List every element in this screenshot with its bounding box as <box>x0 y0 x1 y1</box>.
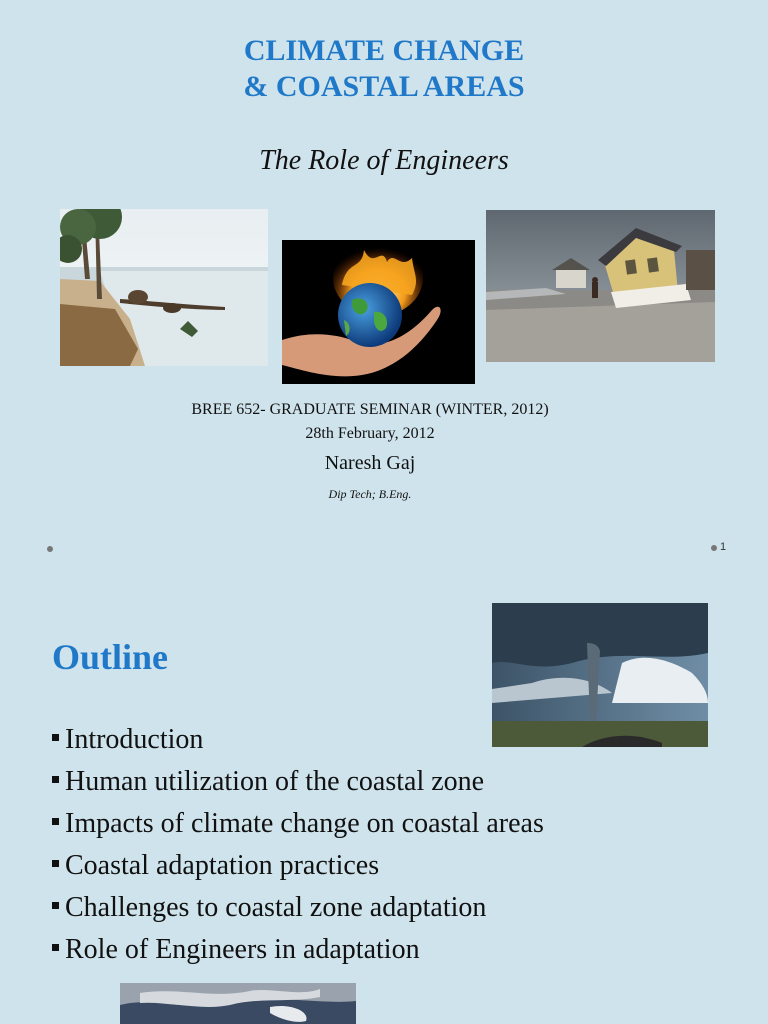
slide-title <box>0 33 768 105</box>
square-bullet-icon <box>52 860 59 867</box>
square-bullet-icon <box>52 734 59 741</box>
eroded-beach-photo <box>60 209 268 366</box>
list-item: Human utilization of the coastal zone <box>52 761 544 803</box>
list-item: Coastal adaptation practices <box>52 845 544 887</box>
outline-list <box>52 719 544 971</box>
page-number: 1 <box>720 541 727 553</box>
list-item: Challenges to coastal zone adaptation <box>52 887 544 929</box>
storm-damaged-house-photo <box>486 210 715 362</box>
square-bullet-icon <box>52 776 59 783</box>
slide-subtitle: The Role of Engineers <box>259 145 509 176</box>
satellite-storm-photo <box>120 983 356 1024</box>
square-bullet-icon <box>52 902 59 909</box>
list-item: Introduction <box>52 719 544 761</box>
square-bullet-icon <box>52 818 59 825</box>
author-name: Naresh Gaj <box>324 452 416 474</box>
burning-globe-in-hand-photo <box>282 240 475 384</box>
date-line: 28th February, 2012 <box>305 425 435 442</box>
left-bullet-dot <box>47 546 53 552</box>
list-item: Role of Engineers in adaptation <box>52 929 544 971</box>
author-credentials: Dip Tech; B.Eng. <box>328 487 412 501</box>
outline-title: Outline <box>52 637 169 677</box>
seminar-line: BREE 652- GRADUATE SEMINAR (WINTER, 2012) <box>191 401 549 418</box>
right-bullet-dot <box>711 545 717 551</box>
title-line-1: CLIMATE CHANGE <box>243 34 525 67</box>
title-line-2: & COASTAL AREAS <box>243 70 525 103</box>
outline-slide <box>0 575 768 1024</box>
list-item: Impacts of climate change on coastal areas <box>52 803 544 845</box>
square-bullet-icon <box>52 944 59 951</box>
